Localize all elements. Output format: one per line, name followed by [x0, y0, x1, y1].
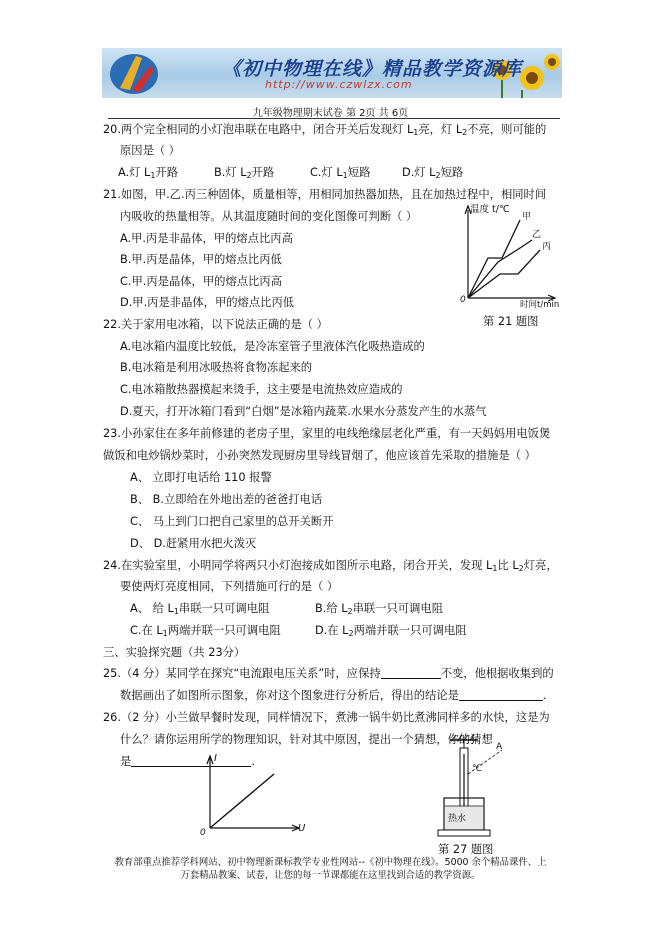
q25-blank-2[interactable]: [459, 689, 543, 701]
q25-line-2: 数据画出了如图所示图象，你对这个图象进行分析后，得出的结论是 .: [120, 689, 547, 702]
q24-stem: 24.在实验室里，小明同学将两只小灯泡接成如图所示电路，闭合开关，发现 $L_1$比 $L_2$灯亮，: [103, 559, 558, 573]
q23-option-c: C、 马上到门口把自己家里的总开关断开: [130, 515, 334, 528]
q25-figure: [198, 752, 310, 840]
q20-option-b: B.灯 $L_2$开路: [214, 166, 275, 180]
q27-figure: [430, 734, 510, 840]
q21-option-c: C.甲.丙是晶体，甲的熔点比丙高: [120, 275, 282, 288]
q21-fig-ylabel: 温度 t/℃: [470, 204, 510, 215]
q25-fig-origin: 0: [200, 828, 206, 838]
q21-fig-label-yi: 乙: [532, 230, 542, 240]
q20-option-c: C.灯 $L_1$短路: [310, 166, 371, 180]
q22-option-c: C.电冰箱散热器摸起来烫手，这主要是电流热效应造成的: [120, 383, 403, 396]
q22-option-b: B.电冰箱是利用冰吸热将食物冻起来的: [120, 361, 313, 374]
q26-line-3: 是 .: [120, 755, 255, 768]
q20-stem-2: 原因是（ ）: [120, 144, 181, 157]
q21-fig-origin: 0: [460, 295, 466, 305]
footer-line-2: 万套精品教案、试卷，让您的每一节课都能在这里找到合适的教学资源。: [180, 870, 481, 881]
q23-option-b: B、 B.立即给在外地出差的爸爸打电话: [130, 493, 323, 506]
q20-option-d: D.灯 $L_2$短路: [402, 166, 464, 180]
q21-option-b: B.甲.丙是晶体，甲的熔点比丙低: [120, 253, 282, 266]
q23-option-d: D、 D.赶紧用水把火泼灭: [130, 537, 257, 550]
q20-option-a: A.灯 $L_1$开路: [118, 166, 179, 180]
q20-stem: 20.两个完全相同的小灯泡串联在电路中，闭合开关后发现灯 $L_1$亮，灯 $L_2$不亮，则可能的: [103, 123, 547, 137]
q24-option-a: A、 给 $L_1$串联一只可调电阻: [130, 602, 270, 616]
q24-option-c: C.在 $L_1$两端并联一只可调电阻: [130, 624, 281, 638]
header-divider: [108, 118, 560, 119]
q25-iu-line: [210, 774, 274, 828]
q22-option-a: A.电冰箱内温度比较低，是冷冻室管子里液体汽化吸热造成的: [120, 340, 425, 353]
site-banner: [102, 48, 562, 98]
q25-fig-u-label: U: [298, 823, 306, 834]
footer-line-1: 教育部重点推荐学科网站、初中物理新课标教学专业性网站--《初中物理在线》。5000 余个精品课件、上: [114, 857, 547, 868]
q22-option-d: D.夏天，打开冰箱门看到“白烟”是冰箱内蔬菜.水果水分蒸发产生的水蒸气: [120, 405, 487, 418]
q21-caption: 第 21 题图: [483, 315, 539, 328]
q27-fig-thermometer-unit: ℃: [472, 764, 483, 774]
q25-line-1: 25.（4 分）某同学在探究“电流跟电压关系”时，应保持 不变，他根据收集到的: [103, 667, 554, 680]
q26-line-1: 26.（2 分）小兰做早餐时发现，同样情况下，煮沸一锅牛奶比煮沸同样多的水快，这是为: [103, 711, 550, 724]
q27-caption: 第 27 题图: [438, 843, 494, 856]
q23-option-a: A、 立即打电话给 110 报警: [130, 471, 272, 484]
q24-option-d: D.在 $L_2$两端并联一只可调电阻: [315, 624, 467, 638]
q25-blank-1[interactable]: [381, 667, 441, 679]
curve-bing: [468, 250, 540, 298]
q21-fig-label-jia: 甲: [522, 212, 532, 222]
q21-fig-xlabel: 时间t/min: [520, 300, 560, 310]
q25-fig-i-label: I: [214, 753, 217, 764]
q26-line-2: 什么？请你运用所学的物理知识，针对其中原因，提出一个猜想，你的猜想: [120, 733, 493, 746]
curve-jia: [468, 220, 520, 298]
q23-stem-2: 做饭和电炒锅炒菜时，小孙突然发现厨房里导线冒烟了，他应该首先采取的措施是（ ）: [103, 449, 536, 462]
q21-figure: [458, 200, 558, 310]
q21-stem-1: 21.如图，甲.乙.丙三种固体，质量相等，用相同加热器加热，且在加热过程中，相同时间: [103, 188, 547, 201]
banner-url[interactable]: http://www.czwlzx.com: [265, 78, 413, 91]
page-header: 九年级物理期末试卷 第 2页 共 6页: [252, 108, 409, 119]
q21-option-a: A.甲.丙是非晶体，甲的熔点比丙高: [120, 232, 293, 245]
q27-fig-water-label: 热水: [448, 814, 467, 824]
banner-title: 《初中物理在线》精品教学资源库: [222, 58, 523, 80]
q24-stem-2: 要使两灯亮度相同，下列措施可行的是（ ）: [120, 580, 339, 593]
q22-stem: 22.关于家用电冰箱，以下说法正确的是（ ）: [103, 318, 328, 331]
section-3-heading: 三、实验探究题（共 23分）: [103, 646, 246, 659]
q21-option-d: D.甲.丙是非晶体，甲的熔点比丙低: [120, 296, 295, 309]
q21-fig-label-bing: 丙: [542, 242, 552, 252]
q23-stem-1: 23.小孙家住在多年前修建的老房子里，家里的电线绝缘层老化严重，有一天妈妈用电饭煲: [103, 427, 551, 440]
q24-option-b: B.给 $L_2$串联一只可调电阻: [315, 602, 444, 616]
q27-fig-label-a: A: [496, 742, 503, 752]
q21-stem-2: 内吸收的热量相等。从其温度随时间的变化图像可判断（ ）: [120, 210, 418, 223]
